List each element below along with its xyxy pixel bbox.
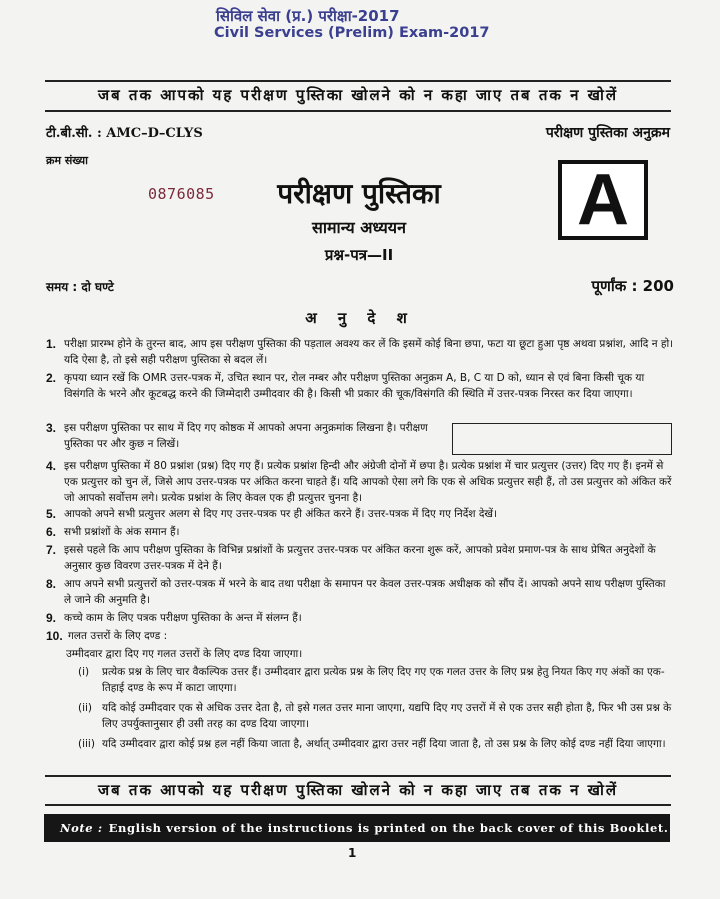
instruction-text: गलत उत्तरों के लिए दण्ड : bbox=[68, 630, 168, 642]
penalty-text: प्रत्येक प्रश्न के लिए चार वैकल्पिक उत्तर हैं। उम्मीदवार द्वारा प्रत्येक प्रश्न के लिए दिए गए एक गलत उत्तर के लिए प्रश्न हेतु नियत किए गए अंकों का एक-तिहाई दण्ड के रूप में काटा जाएगा। bbox=[102, 666, 665, 694]
instruction-text: परीक्षा प्रारम्भ होने के तुरन्त बाद, आप इस परीक्षण पुस्तिका की पड़ताल अवश्य कर लें कि इसमें कोई बिना छपा, फटा या छूटा हुआ पृष्ठ अथवा प्रश्नांश, आदि न हो। यदि ऐसा है, तो इसे सही परीक्षण पुस्तिका से बदल लें। bbox=[64, 338, 674, 366]
serial-number: 0876085 bbox=[148, 185, 215, 203]
page-number: 1 bbox=[348, 846, 357, 860]
instruction-item bbox=[46, 336, 674, 368]
series-label: परीक्षण पुस्तिका अनुक्रम bbox=[545, 125, 670, 141]
instruction-item bbox=[46, 576, 674, 608]
english-note-bar bbox=[44, 814, 670, 842]
instruction-item bbox=[46, 370, 674, 402]
instruction-text: इस परीक्षण पुस्तिका पर साथ में दिए गए कोष्ठक में आपको अपना अनुक्रमांक लिखना है। परीक्षण पुस्तिका पर और कुछ न लिखें। bbox=[64, 422, 428, 450]
instruction-item bbox=[46, 420, 446, 452]
instruction-number: 9. bbox=[46, 611, 57, 625]
bottom-warning: जब तक आपको यह परीक्षण पुस्तिका खोलने को न कहा जाए तब तक न खोलें bbox=[97, 781, 619, 799]
instruction-text: कृपया ध्यान रखें कि OMR उत्तर-पत्रक में, उचित स्थान पर, रोल नम्बर और परीक्षण पुस्तिका अनुक्रम A, B, C या D को, ध्यान से एवं बिना किसी चूक या विसंगति के भरने और कूटबद्ध करने की जिम्मेदारी उम्मीदवार की है। किसी भी प्रकार की चूक/विसंगति की स्थिति में उत्तर-पत्रक निरस्त कर दिया जाएगा। bbox=[64, 372, 645, 400]
stamp-line-hindi: सिविल सेवा (प्र.) परीक्षा-2017 bbox=[216, 7, 400, 25]
instruction-number: 8. bbox=[46, 577, 57, 591]
instruction-text: आप अपने सभी प्रत्युत्तरों को उत्तर-पत्रक में भरने के बाद तथा परीक्षा के समापन पर केवल उत्तर-पत्रक अधीक्षक को सौंप दें। आपको अपने साथ परीक्षण पुस्तिका ले जाने की अनुमति है। bbox=[64, 578, 666, 606]
booklet-title: परीक्षण पुस्तिका bbox=[277, 177, 441, 210]
instruction-item bbox=[46, 524, 674, 540]
series-letter-box: A bbox=[558, 160, 648, 240]
penalty-intro: उम्मीदवार द्वारा दिए गए गलत उत्तरों के लिए दण्ड दिया जाएगा। bbox=[66, 648, 303, 660]
paper-name: प्रश्न-पत्र—II bbox=[324, 246, 394, 264]
bottom-rule-upper bbox=[45, 775, 671, 777]
penalty-item bbox=[78, 736, 674, 752]
instruction-number: 1. bbox=[46, 337, 57, 351]
top-warning: जब तक आपको यह परीक्षण पुस्तिका खोलने को न कहा जाए तब तक न खोलें bbox=[97, 86, 619, 104]
note-label: Note : bbox=[60, 821, 103, 835]
instruction-number: 4. bbox=[46, 459, 57, 473]
instruction-item bbox=[46, 542, 674, 574]
bottom-rule-lower bbox=[45, 804, 671, 806]
instruction-number: 6. bbox=[46, 525, 57, 539]
instruction-number: 5. bbox=[46, 507, 57, 521]
roll-number-box[interactable] bbox=[452, 423, 672, 455]
top-rule-lower bbox=[45, 110, 671, 112]
instruction-text: कच्चे काम के लिए पत्रक परीक्षण पुस्तिका के अन्त में संलग्न हैं। bbox=[64, 612, 302, 624]
instruction-number: 3. bbox=[46, 421, 57, 435]
max-marks: पूर्णांक : 200 bbox=[591, 277, 674, 295]
penalty-item bbox=[78, 700, 674, 732]
instruction-item bbox=[46, 506, 674, 522]
penalty-number: (i) bbox=[78, 666, 90, 678]
penalty-text: यदि उम्मीदवार द्वारा कोई प्रश्न हल नहीं किया जाता है, अर्थात् उम्मीदवार द्वारा उत्तर नहीं दिया जाता है, तो उस प्रश्न के लिए कोई दण्ड नहीं दिया जाएगा। bbox=[102, 738, 666, 750]
penalty-text: यदि कोई उम्मीदवार एक से अधिक उत्तर देता है, तो इसे गलत उत्तर माना जाएगा, यद्यपि दिए गए उत्तरों में से एक उत्तर सही होता है, फिर भी उस प्रश्न के लिए उपर्युक्तानुसार ही उसी तरह का दण्ड दिया जाएगा। bbox=[102, 702, 672, 730]
serial-label: क्रम संख्या bbox=[46, 154, 88, 167]
instruction-text: सभी प्रश्नांशों के अंक समान हैं। bbox=[64, 526, 180, 538]
instructions-heading: अ नु दे श bbox=[305, 309, 415, 327]
subject-name: सामान्य अध्ययन bbox=[312, 218, 406, 237]
instruction-text: आपको अपने सभी प्रत्युत्तर अलग से दिए गए उत्तर-पत्रक पर ही अंकित करने हैं। उत्तर-पत्रक में दिए गए निर्देश देखें। bbox=[64, 508, 497, 520]
instruction-text: इस परीक्षण पुस्तिका में 80 प्रश्नांश (प्रश्न) दिए गए हैं। प्रत्येक प्रश्नांश हिन्दी और अंग्रेजी दोनों में छपा है। प्रत्येक प्रश्नांश में चार प्रत्युत्तर (उत्तर) दिए गए हैं। इनमें से एक प्रत्युत्तर को चुन लें, जिसे आप उत्तर-पत्रक पर अंकित करना चाहते हैं। यदि आपको ऐसा लगे कि एक से अधिक प्रत्युत्तर सही हैं, तो उस प्रत्युत्तर को अंकित करें जो आपको सर्वोत्तम लगे। प्रत्येक प्रश्नांश के लिए केवल एक ही प्रत्युत्तर चुनना है। bbox=[64, 460, 672, 504]
instruction-number: 7. bbox=[46, 543, 57, 557]
instruction-number: 10. bbox=[46, 629, 63, 643]
instruction-item bbox=[46, 610, 674, 626]
time-allowed: समय : दो घण्टे bbox=[46, 280, 114, 294]
instruction-item bbox=[46, 458, 674, 506]
exam-stamp bbox=[214, 8, 490, 42]
note-text: English version of the instructions is printed on the back cover of this Booklet. bbox=[108, 821, 669, 835]
instruction-item bbox=[46, 628, 674, 644]
stamp-line-english: Civil Services (Prelim) Exam-2017 bbox=[214, 25, 490, 42]
instruction-number: 2. bbox=[46, 371, 57, 385]
tbc-code: टी.बी.सी. : AMC–D–CLYS bbox=[46, 126, 203, 141]
penalty-number: (iii) bbox=[78, 738, 95, 750]
penalty-item bbox=[78, 664, 674, 696]
top-rule-upper bbox=[45, 80, 671, 82]
penalty-number: (ii) bbox=[78, 702, 93, 714]
instruction-text: इससे पहले कि आप परीक्षण पुस्तिका के विभिन्न प्रश्नांशों के प्रत्युत्तर उत्तर-पत्रक पर अंकित करना शुरू करें, आपको प्रवेश प्रमाण-पत्र के साथ प्रेषित अनुदेशों के अनुसार कुछ विवरण उत्तर-पत्रक में देने हैं। bbox=[64, 544, 656, 572]
